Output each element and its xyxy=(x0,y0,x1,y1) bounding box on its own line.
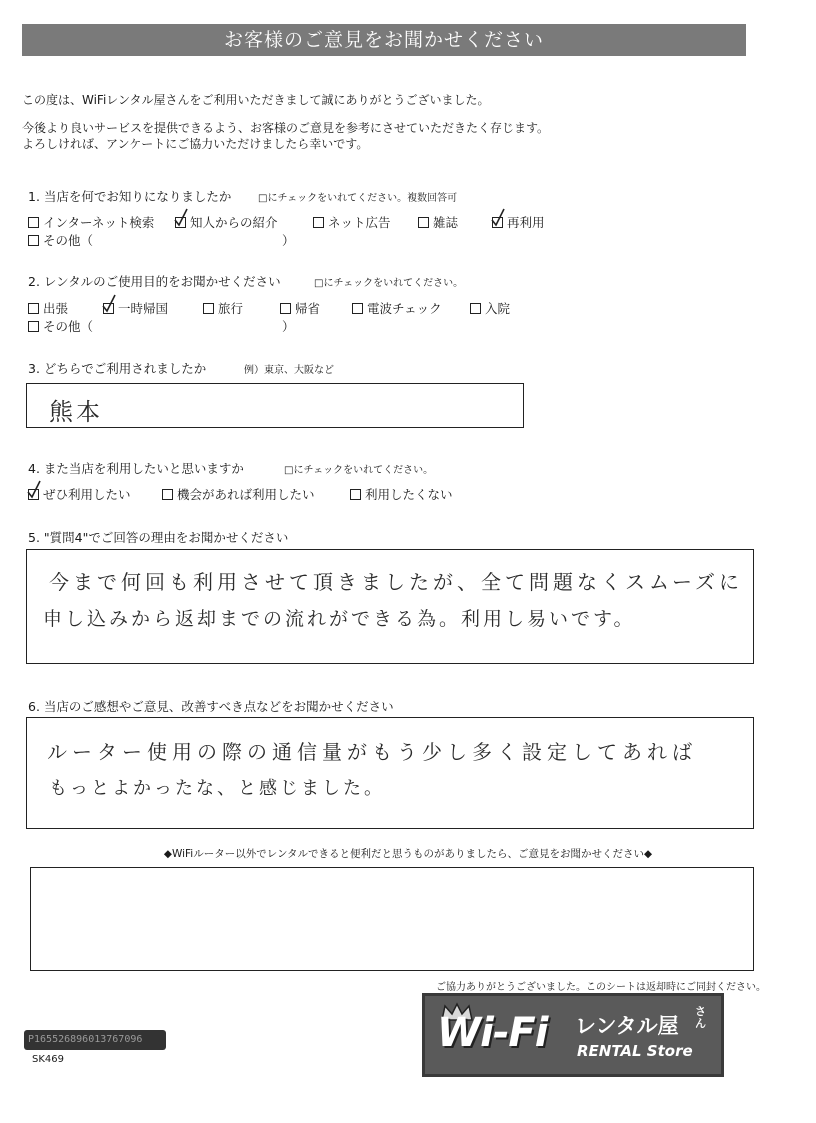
q7-title: ◆WiFiルーター以外でレンタルできると便利だと思うものがありましたら、ご意見をお聞かせください◆ xyxy=(163,848,653,860)
checkmark-icon xyxy=(174,208,188,228)
checkbox-icon[interactable] xyxy=(352,303,363,314)
q1-option-other[interactable]: その他（ xyxy=(28,231,93,249)
checkbox-icon[interactable] xyxy=(203,303,214,314)
q6-answer-line-1: ルーター使用の際の通信量がもう少し多く設定してあれば xyxy=(47,740,697,764)
q2-title: 2. レンタルのご使用目的をお聞かせください xyxy=(28,274,281,289)
q3-answer-box[interactable] xyxy=(26,383,524,428)
checkbox-icon[interactable] xyxy=(313,217,324,228)
checkmark-icon xyxy=(102,294,116,314)
q6-answer-line-2: もっとよかったな、と感じました。 xyxy=(49,778,385,799)
q4-note: □にチェックをいれてください。 xyxy=(284,465,434,476)
q7-answer-box[interactable] xyxy=(30,867,754,971)
q1-option-net-ad[interactable]: ネット広告 xyxy=(313,213,391,231)
q2-option-homecoming[interactable]: 帰省 xyxy=(280,299,320,317)
q3-note: 例）東京、大阪など xyxy=(244,365,334,376)
q2-note: □にチェックをいれてください。 xyxy=(314,278,464,289)
q5-answer-box[interactable] xyxy=(26,549,754,664)
checkbox-icon[interactable] xyxy=(162,489,173,500)
q6-title: 6. 当店のご感想やご意見、改善すべき点などをお聞かせください xyxy=(28,699,394,714)
wifi-rental-logo xyxy=(422,993,724,1077)
logo-mark: Wi-Fi xyxy=(437,1010,548,1056)
q6-answer-box[interactable] xyxy=(26,717,754,829)
logo-english: RENTAL Store xyxy=(577,1042,693,1060)
q4-option-definitely[interactable]: ぜひ利用したい xyxy=(28,485,131,503)
q2-option-signal-check[interactable]: 電波チェック xyxy=(352,299,442,317)
q2-option-other[interactable]: その他（ xyxy=(28,317,93,335)
q1-other-close: ） xyxy=(282,233,295,248)
checkbox-icon[interactable] xyxy=(418,217,429,228)
sheet-code: SK469 xyxy=(32,1054,64,1065)
q1-title: 1. 当店を何でお知りになりましたか xyxy=(28,189,232,204)
checkbox-icon[interactable] xyxy=(28,489,39,500)
q2-option-hospital[interactable]: 入院 xyxy=(470,299,510,317)
q5-answer-line-1: 今まで何回も利用させて頂きましたが、全て問題なくスムーズに xyxy=(49,570,743,594)
q2-option-business[interactable]: 出張 xyxy=(28,299,68,317)
q5-title: 5. "質問4"でご回答の理由をお聞かせください xyxy=(28,530,289,545)
checkbox-icon[interactable] xyxy=(28,321,39,332)
q1-option-referral[interactable]: 知人からの紹介 xyxy=(175,213,278,231)
q4-option-maybe[interactable]: 機会があれば利用したい xyxy=(162,485,315,503)
logo-san: さん xyxy=(695,1005,706,1030)
checkbox-icon[interactable] xyxy=(350,489,361,500)
checkbox-icon[interactable] xyxy=(28,235,39,246)
checkbox-icon[interactable] xyxy=(103,303,114,314)
checkbox-icon[interactable] xyxy=(28,217,39,228)
checkbox-icon[interactable] xyxy=(280,303,291,314)
intro-line-1: この度は、WiFiレンタル屋さんをご利用いただきまして誠にありがとうございました。 xyxy=(22,93,490,107)
checkbox-icon[interactable] xyxy=(492,217,503,228)
q3-answer: 熊本 xyxy=(49,398,103,426)
checkbox-icon[interactable] xyxy=(28,303,39,314)
q5-answer-line-2: 申し込みから返却までの流れができる為。利用し易いです。 xyxy=(43,608,636,630)
q1-option-internet[interactable]: インターネット検索 xyxy=(28,213,154,231)
q2-other-close: ） xyxy=(282,319,295,334)
checkbox-icon[interactable] xyxy=(175,217,186,228)
q1-option-magazine[interactable]: 雑誌 xyxy=(418,213,458,231)
q1-note: □にチェックをいれてください。複数回答可 xyxy=(258,193,458,204)
q3-title: 3. どちらでご利用されましたか xyxy=(28,361,207,376)
q1-option-reuse[interactable]: 再利用 xyxy=(492,213,545,231)
q2-option-travel[interactable]: 旅行 xyxy=(203,299,243,317)
q4-option-no[interactable]: 利用したくない xyxy=(350,485,453,503)
checkmark-icon xyxy=(27,480,41,500)
page-title: お客様のご意見をお聞かせください xyxy=(22,24,746,56)
logo-japanese: レンタル屋 xyxy=(575,1014,679,1038)
intro-line-2: 今後より良いサービスを提供できるよう、お客様のご意見を参考にさせていただきたく存じます。 xyxy=(22,121,550,135)
checkmark-icon xyxy=(491,208,505,228)
q4-title: 4. また当店を利用したいと思いますか xyxy=(28,461,244,476)
intro-line-3: よろしければ、アンケートにご協力いただけましたら幸いです。 xyxy=(22,137,369,151)
barcode-label: P1655268960137670​96 xyxy=(24,1030,166,1050)
thanks-note: ご協力ありがとうございました。このシートは返却時にご同封ください。 xyxy=(436,982,766,993)
q2-option-return-home[interactable]: 一時帰国 xyxy=(103,299,168,317)
checkbox-icon[interactable] xyxy=(470,303,481,314)
